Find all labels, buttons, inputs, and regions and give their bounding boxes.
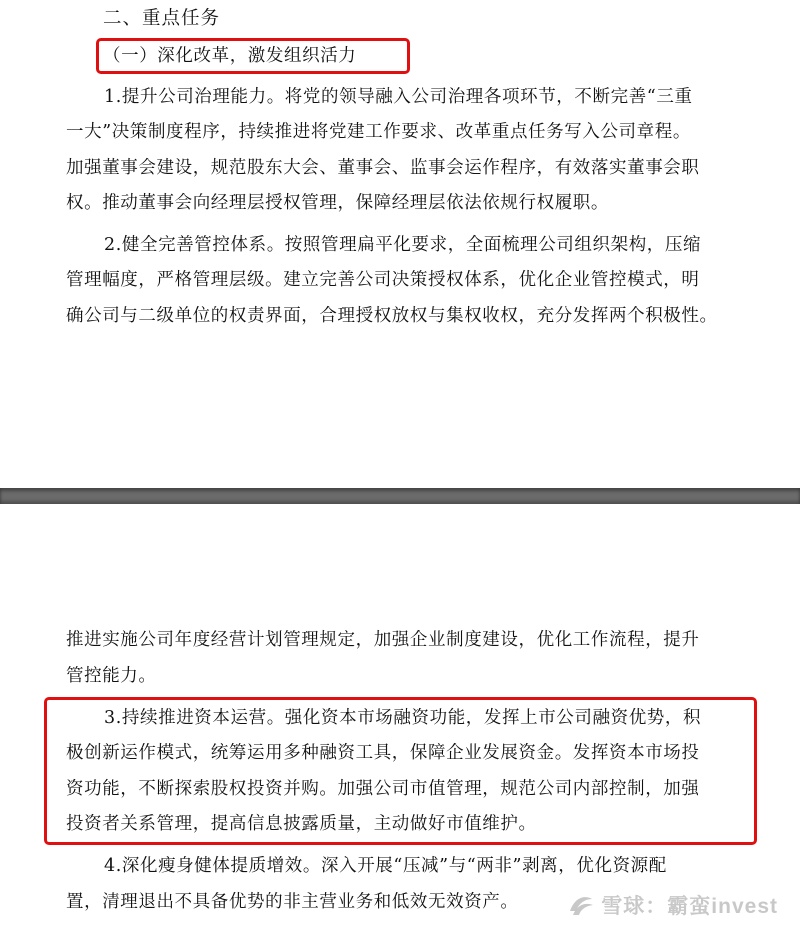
paragraph-line: 一大”决策制度程序，持续推进将党建工作要求、改革重点任务写入公司章程。 [66,122,691,142]
snowball-logo-icon [567,893,595,917]
section-heading: 二、重点任务 [103,8,221,29]
paragraph-line: 2.健全完善管控体系。按照管理扁平化要求，全面梳理公司组织架构，压缩 [104,235,702,255]
paragraph-line: 投资者关系管理，提高信息披露质量，主动做好市值维护。 [66,814,537,834]
subheading: （一）深化改革，激发组织活力 [103,46,357,66]
paragraph-line: 1.提升公司治理能力。将党的领导融入公司治理各项环节，不断完善“三重 [104,87,693,107]
paragraph-line: 加强董事会建设，规范股东大会、董事会、监事会运作程序，有效落实董事会职 [66,158,700,178]
watermark [567,890,778,920]
paragraph-line: 权。推动董事会向经理层授权管理，保障经理层依法依规行权履职。 [66,193,609,213]
paragraph-line: 资功能，不断探索股权投资并购。加强公司市值管理，规范公司内部控制，加强 [66,779,700,799]
paragraph-line: 4.深化瘦身健体提质增效。深入开展“压减”与“两非”剥离，优化资源配 [104,856,667,876]
paragraph-line: 管理幅度，严格管理层级。建立完善公司决策授权体系，优化企业管控模式，明 [66,270,700,290]
paragraph-line: 3.持续推进资本运营。强化资本市场融资功能，发挥上市公司融资优势，积 [104,708,702,728]
document-page-bottom [0,504,800,932]
page-divider [0,488,800,504]
paragraph-line: 置，清理退出不具备优势的非主营业务和低效无效资产。 [66,892,519,912]
watermark-text: 雪球：霸蛮invest [601,895,778,918]
paragraph-line: 确公司与二级单位的权责界面，合理授权放权与集权收权，充分发挥两个积极性。 [66,306,718,326]
paragraph-line: 推进实施公司年度经营计划管理规定，加强企业制度建设，优化工作流程，提升 [66,630,700,650]
paragraph-line: 极创新运作模式，统筹运用多种融资工具，保障企业发展资金。发挥资本市场投 [66,743,700,763]
paragraph-line: 管控能力。 [66,666,157,686]
